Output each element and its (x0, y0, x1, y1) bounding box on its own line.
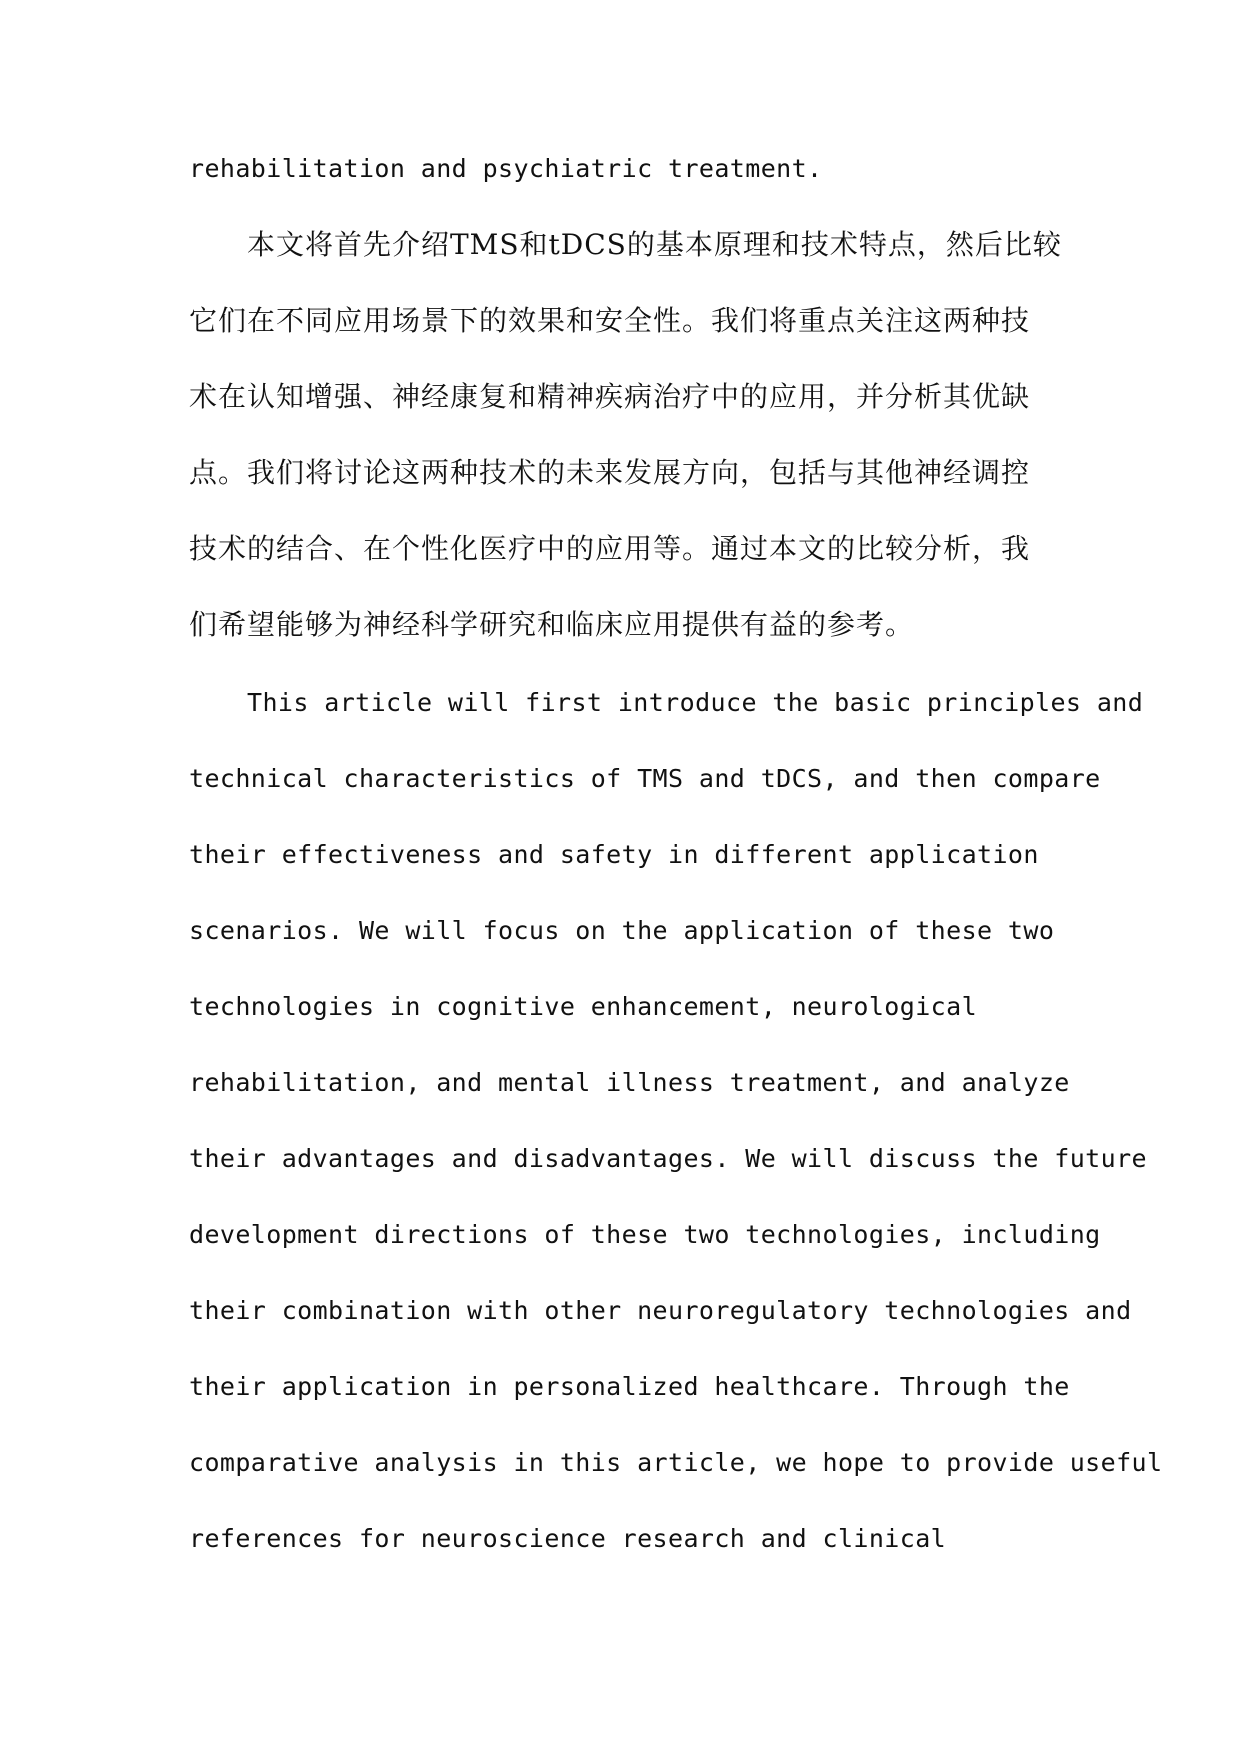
text-line: technical characteristics of TMS and tDCS, and then compare (189, 764, 1101, 793)
text-line: their combination with other neuroregulatory technologies and (189, 1296, 1132, 1325)
text-line: technologies in cognitive enhancement, neurological (189, 992, 978, 1021)
text-line: references for neuroscience research and clinical (189, 1524, 947, 1553)
text-line: their application in personalized healthcare. Through the (189, 1372, 1070, 1401)
text-line: 们希望能够为神经科学研究和临床应用提供有益的参考。 (189, 608, 915, 641)
text-line: rehabilitation, and mental illness treatment, and analyze (189, 1068, 1070, 1097)
text-line: 技术的结合、在个性化医疗中的应用等。通过本文的比较分析，我 (189, 532, 1031, 565)
text-line: their effectiveness and safety in different application (189, 840, 1039, 869)
text-line: development directions of these two technologies, including (189, 1220, 1101, 1249)
text-line: This article will first introduce the basic principles and (247, 688, 1144, 717)
text-line: 术在认知增强、神经康复和精神疾病治疗中的应用，并分析其优缺 (189, 380, 1031, 413)
text-line: 本文将首先介绍TMS和tDCS的基本原理和技术特点，然后比较 (247, 228, 1062, 261)
text-line: 它们在不同应用场景下的效果和安全性。我们将重点关注这两种技 (189, 304, 1031, 337)
text-line: their advantages and disadvantages. We will discuss the future (189, 1144, 1147, 1173)
text-line: 点。我们将讨论这两种技术的未来发展方向，包括与其他神经调控 (189, 456, 1031, 489)
text-line: scenarios. We will focus on the application of these two (189, 916, 1055, 945)
text-line: comparative analysis in this article, we hope to provide useful (189, 1448, 1163, 1477)
text-line: rehabilitation and psychiatric treatment. (189, 154, 823, 183)
